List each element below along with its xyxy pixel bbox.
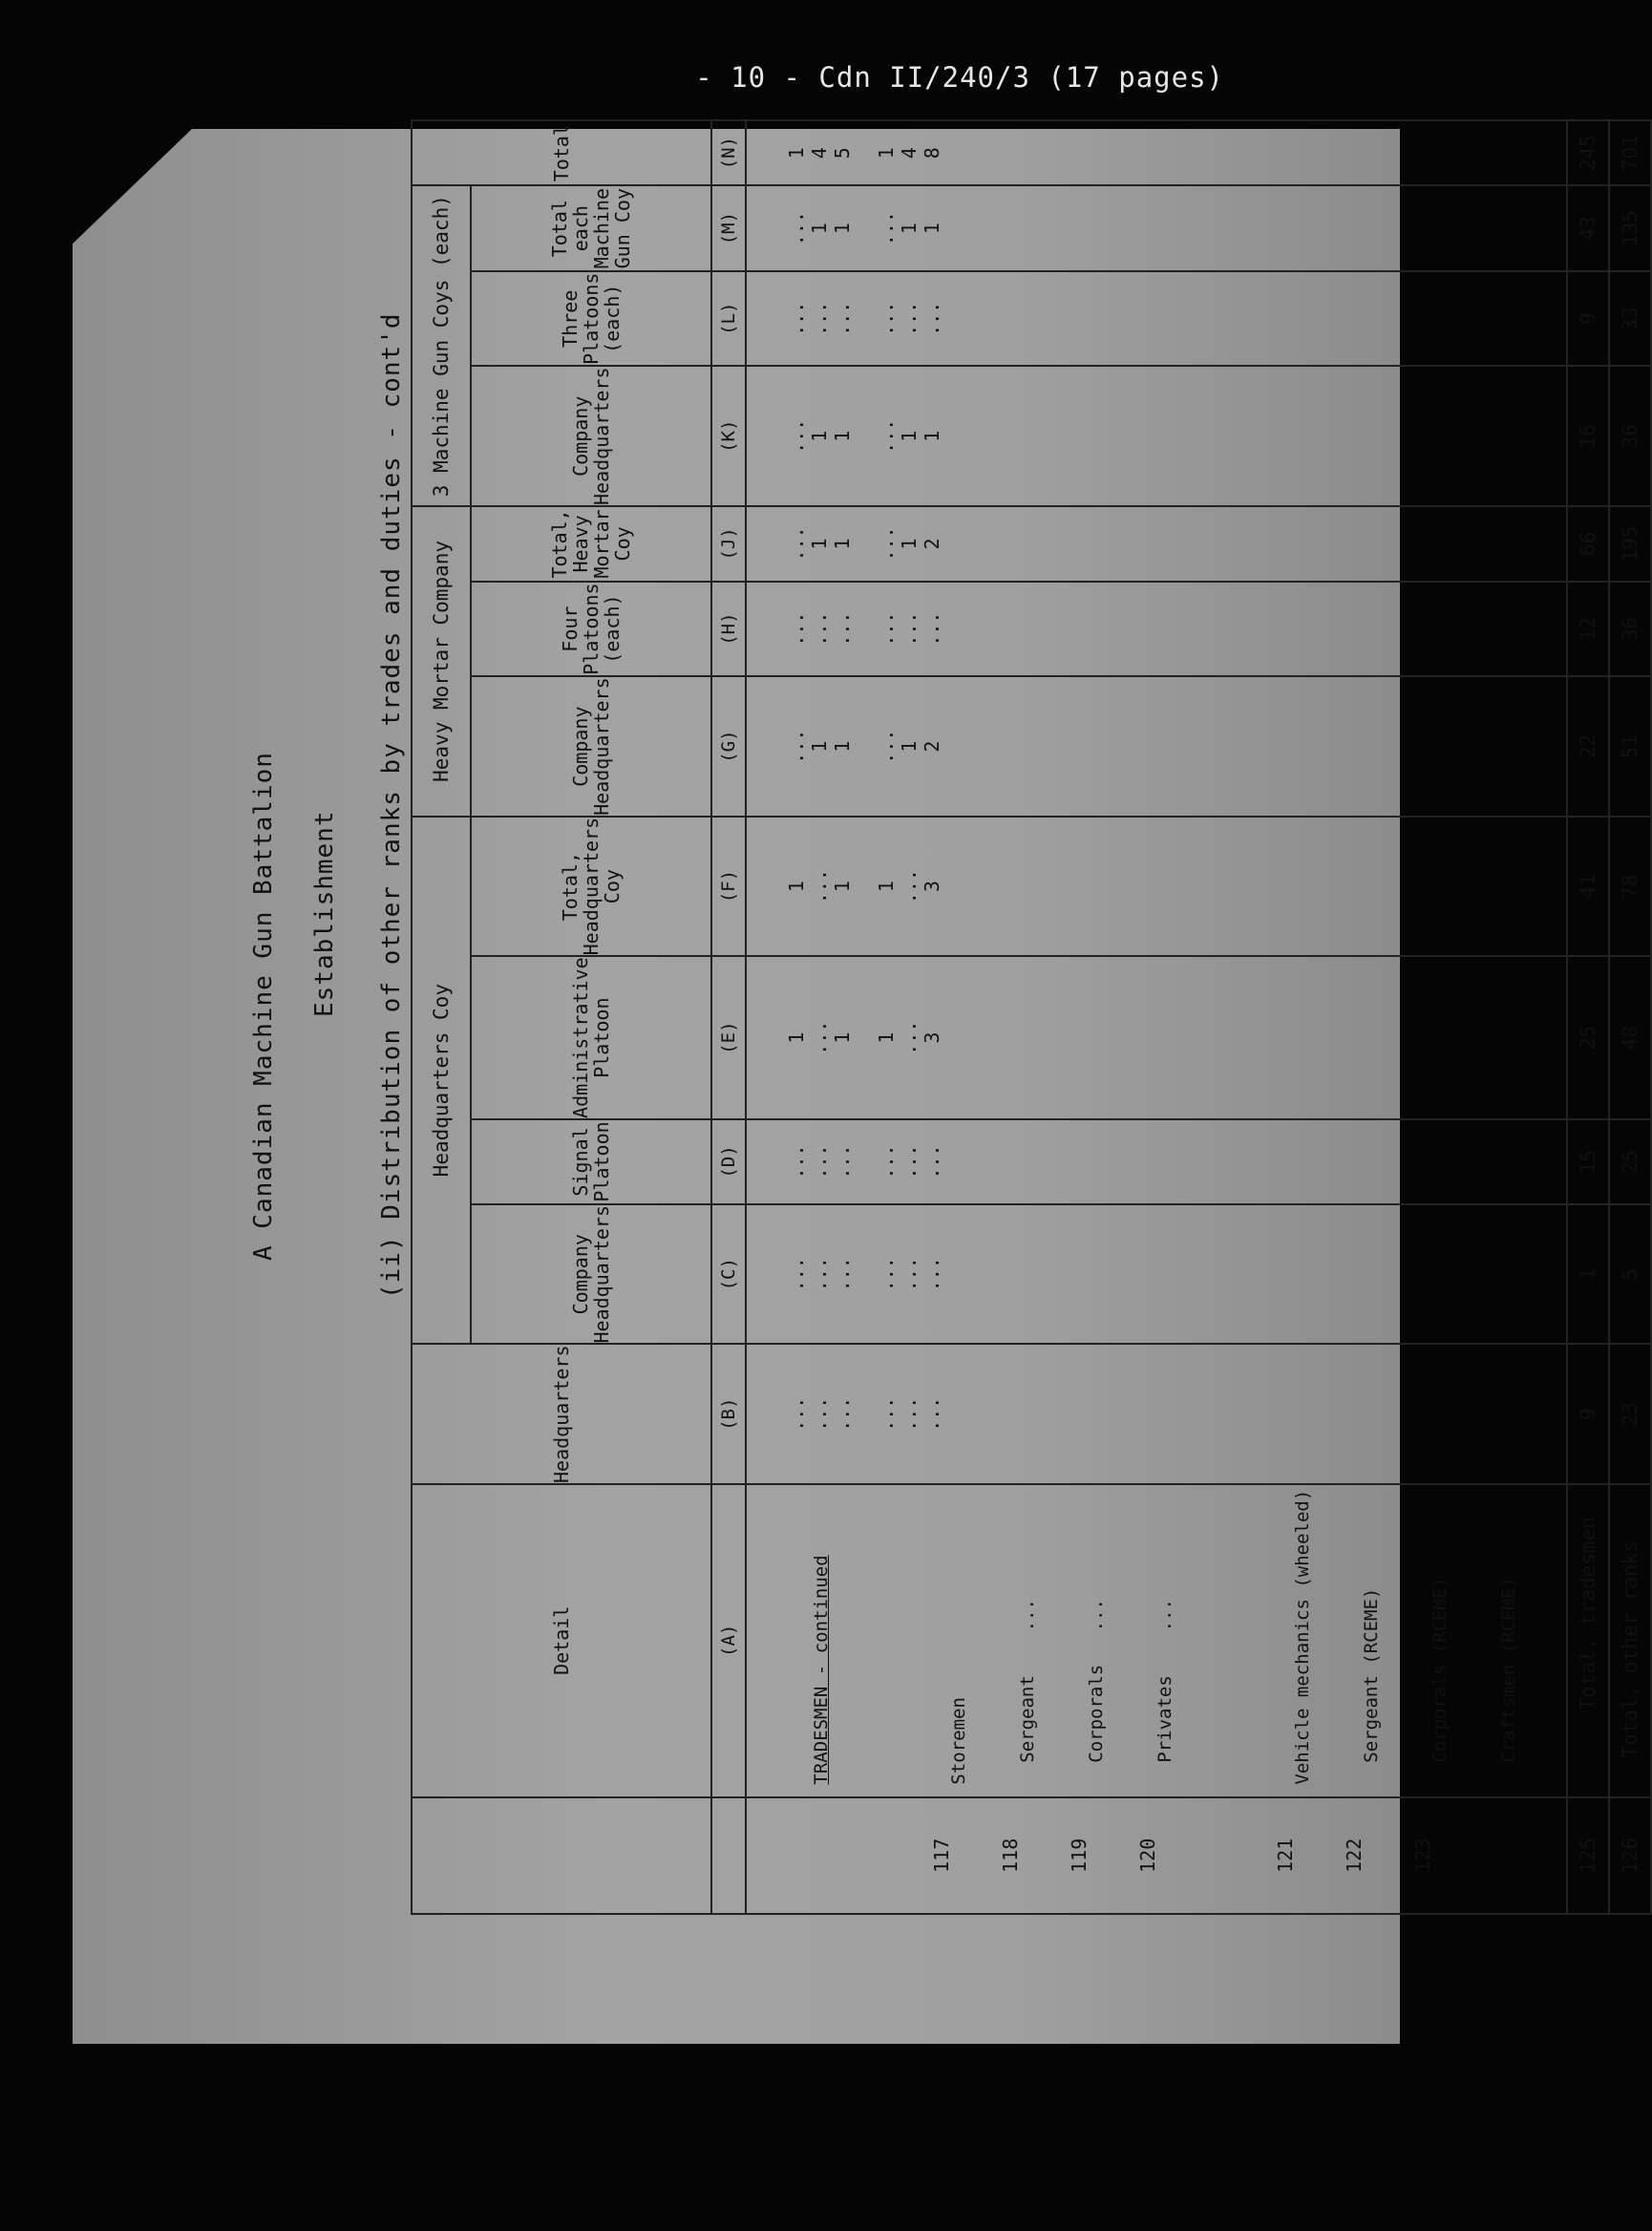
value-stack — [747, 1120, 943, 1203]
total-other-ranks-m: 135 — [1609, 185, 1651, 271]
value-cell: ... — [785, 211, 808, 246]
value-stack — [747, 272, 943, 366]
value-cell: 1 — [898, 223, 921, 235]
value-cell: 1 — [831, 1031, 854, 1044]
total-other-ranks-number: 126 — [1609, 1797, 1651, 1914]
total-tradesmen-label: Total, tradesmen — [1567, 1484, 1609, 1797]
total-tradesmen-c: 1 — [1567, 1204, 1609, 1345]
total-tradesmen-h: 12 — [1567, 582, 1609, 677]
col-h-header: Four Platoons (each) — [471, 582, 711, 677]
value-cell: ... — [785, 1396, 808, 1432]
value-cell: ... — [921, 1257, 943, 1292]
col-m-header: Total each Machine Gun Coy — [471, 185, 711, 271]
total-other-ranks-l: 33 — [1609, 271, 1651, 367]
document-titles — [244, 119, 415, 1915]
total-tradesmen-e: 25 — [1567, 956, 1609, 1119]
col-d-values — [746, 1119, 1567, 1204]
col-letter-g: (G) — [711, 676, 746, 817]
distribution-table — [411, 119, 1652, 1915]
value-cell: ... — [875, 729, 898, 764]
value-cell: 1 — [808, 538, 831, 550]
value-cell: 1 — [921, 430, 943, 442]
rotated-document-content — [244, 119, 1641, 1915]
value-cell: 1 — [785, 1031, 808, 1044]
value-cell: ... — [785, 418, 808, 454]
col-f-header: Total, Headquarters Coy — [471, 817, 711, 956]
total-other-ranks-b: 23 — [1609, 1344, 1651, 1484]
col-m-values — [746, 185, 1567, 271]
col-k-header: Company Headquarters — [471, 367, 711, 507]
value-cell: ... — [785, 729, 808, 764]
total-tradesmen-n: 245 — [1567, 120, 1609, 185]
value-stack — [747, 121, 943, 184]
value-cell: ... — [808, 1020, 831, 1055]
value-stack — [747, 818, 943, 955]
value-cell: ... — [785, 526, 808, 562]
value-cell: ... — [831, 1257, 854, 1292]
value-stack — [747, 368, 943, 506]
value-cell: ... — [875, 211, 898, 246]
value-cell: ... — [875, 301, 898, 336]
value-cell: 4 — [808, 147, 831, 159]
total-other-ranks-f: 78 — [1609, 817, 1651, 956]
value-cell: ... — [921, 1144, 943, 1179]
col-letter-n: (N) — [711, 120, 746, 185]
col-letter-c: (C) — [711, 1204, 746, 1345]
value-cell: 1 — [921, 223, 943, 235]
value-cell: 1 — [831, 223, 854, 235]
value-stack — [747, 583, 943, 676]
col-e-header: Administrative Platoon — [471, 956, 711, 1119]
value-cell: 1 — [808, 223, 831, 235]
value-cell: 2 — [921, 538, 943, 550]
value-cell: ... — [921, 301, 943, 336]
value-cell: ... — [831, 1144, 854, 1179]
total-other-ranks-g: 51 — [1609, 676, 1651, 817]
total-tradesmen-row — [1567, 120, 1609, 1914]
item-number: 123 — [1411, 1838, 1434, 1873]
item-number: 122 — [1343, 1838, 1366, 1873]
item-number: 117 — [930, 1838, 953, 1873]
item-number: 121 — [1274, 1838, 1297, 1873]
value-cell: ... — [831, 611, 854, 647]
value-cell: ... — [785, 611, 808, 647]
value-stack — [747, 677, 943, 816]
total-tradesmen-l: 9 — [1567, 271, 1609, 367]
col-d-header: Signal Platoon — [471, 1119, 711, 1204]
total-tradesmen-g: 22 — [1567, 676, 1609, 817]
value-cell: 3 — [921, 881, 943, 893]
value-cell: ... — [875, 611, 898, 647]
value-cell: 3 — [921, 1031, 943, 1044]
item-number-header — [412, 1797, 711, 1914]
value-cell: ... — [808, 869, 831, 904]
value-cell: ... — [898, 301, 921, 336]
total-other-ranks-n: 701 — [1609, 120, 1651, 185]
value-stack — [747, 1205, 943, 1344]
value-stack — [747, 1345, 943, 1483]
col-k-values — [746, 367, 1567, 507]
detail-line: Privates ... — [1154, 1599, 1175, 1785]
col-l-header: Three Platoons (each) — [471, 271, 711, 367]
value-cell: ... — [808, 301, 831, 336]
total-tradesmen-m: 43 — [1567, 185, 1609, 271]
value-cell: 1 — [785, 881, 808, 893]
col-j-values — [746, 506, 1567, 582]
detail-line: Storemen — [948, 1697, 969, 1785]
col-f-values — [746, 817, 1567, 956]
tradesmen-body-row — [746, 120, 1567, 1914]
total-other-ranks-label: Total, other ranks — [1609, 1484, 1651, 1797]
value-cell: 1 — [808, 430, 831, 442]
column-letter-row — [711, 120, 746, 1914]
total-other-ranks-k: 36 — [1609, 367, 1651, 507]
detail-header: Detail — [412, 1484, 711, 1797]
total-other-ranks-h: 36 — [1609, 582, 1651, 677]
value-cell: ... — [785, 301, 808, 336]
value-cell: ... — [875, 1257, 898, 1292]
value-cell: ... — [898, 611, 921, 647]
detail-line: Craftsmen (RCEME) — [1498, 1577, 1519, 1785]
total-other-ranks-j: 195 — [1609, 506, 1651, 582]
col-n-values — [746, 120, 1567, 185]
item-number: 119 — [1068, 1838, 1091, 1873]
value-cell: 1 — [898, 538, 921, 550]
value-cell: 1 — [875, 881, 898, 893]
value-cell: 1 — [831, 430, 854, 442]
detail-line: Corporals (RCEME) — [1430, 1577, 1451, 1785]
col-letter-k: (K) — [711, 367, 746, 507]
value-cell: 1 — [808, 740, 831, 753]
detail-line: Sergeant ... — [1017, 1599, 1038, 1785]
heavy-mortar-group-header: Heavy Mortar Company — [412, 506, 471, 817]
value-cell: ... — [785, 1257, 808, 1292]
col-letter-d: (D) — [711, 1119, 746, 1204]
col-n-header: Total — [412, 120, 711, 185]
col-l-values — [746, 271, 1567, 367]
col-c-header: Company Headquarters — [471, 1204, 711, 1345]
document-subtitle: Establishment — [310, 810, 339, 1017]
col-g-header: Company Headquarters — [471, 676, 711, 817]
value-cell: ... — [808, 1144, 831, 1179]
total-other-ranks-d: 25 — [1609, 1119, 1651, 1204]
total-tradesmen-d: 15 — [1567, 1119, 1609, 1204]
total-tradesmen-b: 9 — [1567, 1344, 1609, 1484]
value-cell: 4 — [898, 147, 921, 159]
value-cell: ... — [898, 869, 921, 904]
item-number: 120 — [1136, 1838, 1159, 1873]
value-cell: 1 — [785, 147, 808, 159]
value-cell: 1 — [831, 538, 854, 550]
page-reference-header: - 10 - Cdn II/240/3 (17 pages) — [695, 61, 1224, 94]
value-cell: 1 — [898, 740, 921, 753]
total-other-ranks-row — [1609, 120, 1651, 1914]
hq-coy-group-header: Headquarters Coy — [412, 817, 471, 1345]
col-letter-h: (H) — [711, 582, 746, 677]
col-letter-j: (J) — [711, 506, 746, 582]
section-title: (ii) Distribution of other ranks by trades and duties - cont'd — [377, 312, 406, 1299]
col-g-values — [746, 676, 1567, 817]
value-cell: ... — [785, 1144, 808, 1179]
value-cell: 8 — [921, 147, 943, 159]
col-letter-b: (B) — [711, 1344, 746, 1484]
col-b-values — [746, 1344, 1567, 1484]
detail-cell — [746, 1484, 1567, 1797]
col-letter-a: (A) — [711, 1484, 746, 1797]
total-tradesmen-f: 41 — [1567, 817, 1609, 956]
col-b-header: Headquarters — [412, 1344, 711, 1484]
section-heading: TRADESMEN - continued — [811, 1555, 832, 1785]
value-cell: ... — [808, 611, 831, 647]
value-cell: ... — [831, 1396, 854, 1432]
group-header-row — [412, 120, 471, 1914]
value-cell: ... — [898, 1396, 921, 1432]
value-cell: ... — [875, 526, 898, 562]
col-letter-f: (F) — [711, 817, 746, 956]
value-cell: ... — [808, 1257, 831, 1292]
value-cell: ... — [898, 1144, 921, 1179]
value-cell: 1 — [831, 740, 854, 753]
value-stack — [747, 507, 943, 581]
document-title: A Canadian Machine Gun Battalion — [249, 752, 278, 1261]
detail-line: Corporals ... — [1086, 1599, 1107, 1785]
col-h-values — [746, 582, 1567, 677]
value-cell: ... — [875, 1396, 898, 1432]
total-other-ranks-c: 5 — [1609, 1204, 1651, 1345]
value-cell: ... — [898, 1257, 921, 1292]
col-letter-e: (E) — [711, 956, 746, 1119]
total-other-ranks-e: 48 — [1609, 956, 1651, 1119]
value-cell: ... — [875, 418, 898, 454]
value-cell: ... — [831, 301, 854, 336]
detail-line: Sergeant (RCEME) — [1361, 1587, 1382, 1785]
col-letter-l: (L) — [711, 271, 746, 367]
value-cell: 1 — [831, 881, 854, 893]
item-number: 118 — [999, 1838, 1022, 1873]
item-letter-cell — [711, 1797, 746, 1914]
value-cell: 1 — [875, 1031, 898, 1044]
value-cell: 5 — [831, 147, 854, 159]
value-cell: ... — [875, 1144, 898, 1179]
col-letter-m: (M) — [711, 185, 746, 271]
col-e-values — [746, 956, 1567, 1119]
value-stack — [747, 186, 943, 270]
value-cell: 2 — [921, 740, 943, 753]
total-tradesmen-k: 16 — [1567, 367, 1609, 507]
item-numbers-cell — [746, 1797, 1567, 1914]
total-tradesmen-j: 66 — [1567, 506, 1609, 582]
value-cell: ... — [921, 611, 943, 647]
value-cell: 1 — [898, 430, 921, 442]
total-tradesmen-number: 125 — [1567, 1797, 1609, 1914]
value-cell: ... — [898, 1020, 921, 1055]
detail-line: Vehicle mechanics (wheeled) — [1292, 1489, 1313, 1785]
col-c-values — [746, 1204, 1567, 1345]
col-j-header: Total, Heavy Mortar Coy — [471, 506, 711, 582]
mg-coys-group-header: 3 Machine Gun Coys (each) — [412, 185, 471, 506]
value-cell: 1 — [875, 147, 898, 159]
value-stack — [747, 957, 943, 1118]
value-cell: ... — [808, 1396, 831, 1432]
value-cell: ... — [921, 1396, 943, 1432]
